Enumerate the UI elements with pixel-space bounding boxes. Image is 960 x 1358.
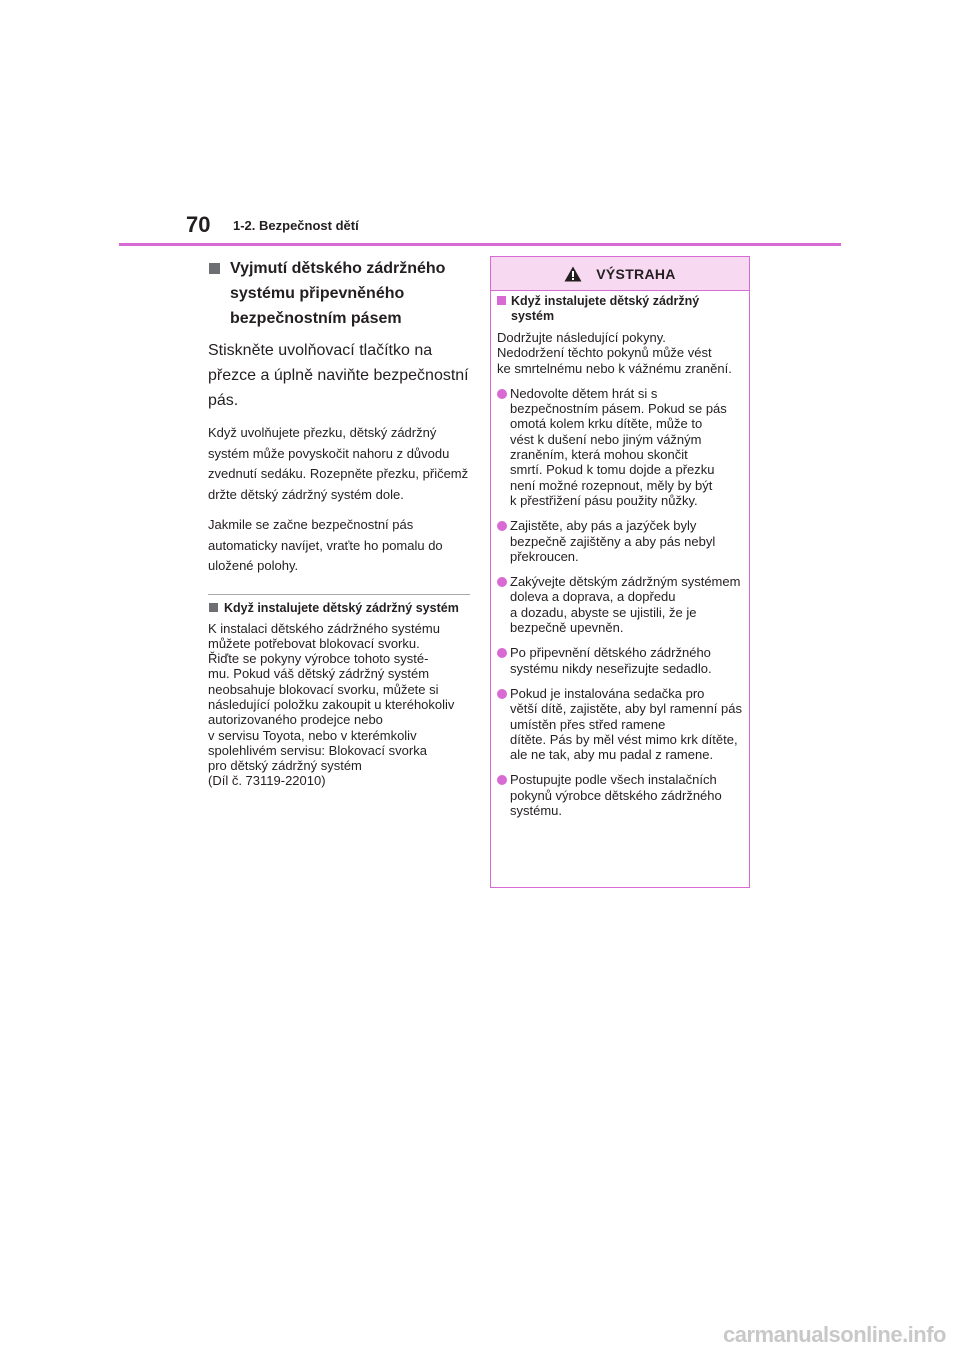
warning-item	[497, 686, 743, 762]
note-paragraph-1: Když uvolňujete přezku, dětský zádržný systém může povyskočit nahoru z důvodu zvednutí sedáku. Rozepněte přezku, přičemž držte dětský zádržný systém dole.	[208, 425, 469, 502]
warning-heading	[497, 294, 743, 323]
round-bullet-icon	[497, 389, 507, 399]
subsection-body: K instalaci dětského zádržného systému můžete potřebovat blokovací svorku. Řiďte se pokyny výrobce tohoto systé- mu. Pokud váš dětský zádržný systém neobsahuje blokovací svorku, můžete si následující položku zakoupit u kteréhokoliv autorizovaného prodejce nebo v servisu Toyota, nebo v kterémkoliv spolehlivém servisu: Blokovací svorka pro dětský zádržný systém (Díl č. 73119-22010)	[208, 620, 455, 789]
chapter-title: 1-2. Bezpečnost dětí	[233, 218, 359, 233]
instruction-text: Stiskněte uvolňovací tlačítko na přezce a úplně naviňte bezpečnostní pás.	[208, 342, 469, 409]
left-column	[208, 254, 470, 789]
warning-heading-text: Když instalujete dětský zádržný systém	[511, 294, 700, 323]
warning-item	[497, 645, 743, 676]
round-bullet-icon	[497, 648, 507, 658]
warning-item-text: Nedovolte dětem hrát si s bezpečnostním pásem. Pokud se pás omotá kolem krku dítěte, může to vést k dušení nebo jiným vážným zraněním, která mohou skončit smrtí. Pokud k tomu dojde a přezku není možné rozepnout, měly by být k přestřižení pásu použity nůžky.	[510, 385, 727, 508]
round-bullet-icon	[497, 775, 507, 785]
round-bullet-icon	[497, 689, 507, 699]
warning-triangle-icon	[564, 266, 582, 282]
note-paragraph-2: Jakmile se začne bezpečnostní pás automaticky navíjet, vraťte ho pomalu do uložené polohy.	[208, 517, 443, 573]
warning-item	[497, 518, 743, 564]
header-rule	[119, 243, 841, 246]
square-bullet-icon	[497, 296, 506, 305]
warning-body	[491, 294, 749, 818]
section-heading	[208, 256, 470, 331]
warning-title: VÝSTRAHA	[596, 265, 676, 282]
warning-box	[490, 256, 750, 888]
subsection-heading	[208, 601, 470, 615]
warning-item	[497, 574, 743, 635]
warning-header	[491, 257, 749, 291]
warning-item-text: Po připevnění dětského zádržného systému nikdy neseřizujte sedadlo.	[510, 645, 712, 676]
warning-item-text: Zakývejte dětským zádržným systémem doleva a doprava, a dopředu a dozadu, abyste se ujistili, že je bezpečně upevněn.	[510, 574, 741, 636]
warning-intro: Dodržujte následující pokyny. Nedodržení těchto pokynů může vést ke smrtelnému nebo k vážnému zranění.	[497, 330, 732, 376]
warning-item	[497, 772, 743, 818]
section-divider	[208, 594, 470, 595]
square-bullet-icon	[209, 263, 220, 274]
warning-item-text: Pokud je instalována sedačka pro větší dítě, zajistěte, aby byl ramenní pás umístěn přes střed ramene dítěte. Pás by měl vést mimo krk dítěte, ale ne tak, aby mu padal z ramene.	[510, 685, 742, 763]
warning-item-text: Postupujte podle všech instalačních pokynů výrobce dětského zádržného systému.	[510, 772, 722, 819]
page-number: 70	[186, 212, 211, 237]
round-bullet-icon	[497, 521, 507, 531]
watermark: carmanualsonline.info	[723, 1322, 946, 1347]
subsection-heading-text: Když instalujete dětský zádržný systém	[224, 600, 459, 615]
square-bullet-icon	[209, 603, 218, 612]
section-heading-text: Vyjmutí dětského zádržného systému připevněného bezpečnostním pásem	[230, 260, 446, 327]
round-bullet-icon	[497, 577, 507, 587]
warning-item-text: Zajistěte, aby pás a jazýček byly bezpečně zajištěny a aby pás nebyl překroucen.	[510, 518, 716, 564]
warning-item	[497, 386, 743, 508]
